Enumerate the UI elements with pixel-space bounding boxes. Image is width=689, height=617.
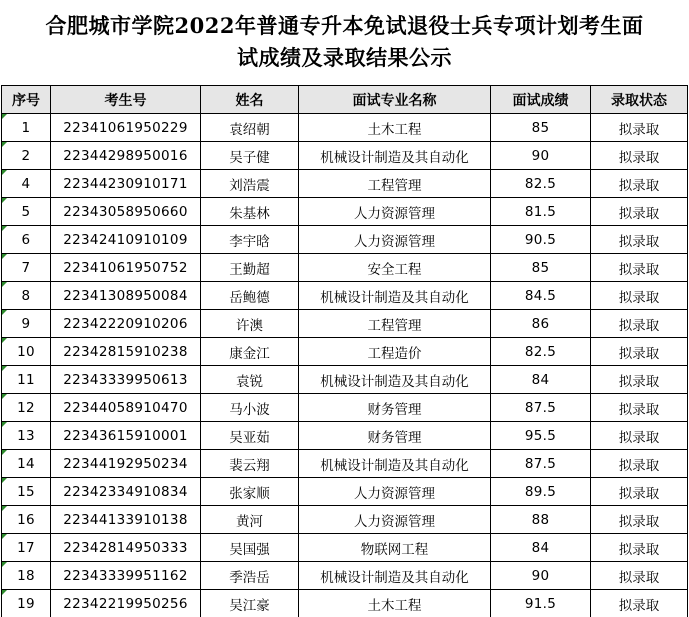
cell-status: 拟录取 — [591, 114, 688, 142]
cell-seq: 1 — [2, 114, 51, 142]
cell-candidate-id: 22343058950660 — [51, 198, 201, 226]
cell-score: 81.5 — [491, 198, 591, 226]
cell-name: 吴子健 — [201, 142, 299, 170]
cell-name: 刘浩震 — [201, 170, 299, 198]
header-name: 姓名 — [201, 86, 299, 114]
header-score: 面试成绩 — [491, 86, 591, 114]
cell-seq: 4 — [2, 170, 51, 198]
table-row — [2, 282, 688, 310]
header-seq: 序号 — [2, 86, 51, 114]
cell-name: 吴亚茹 — [201, 422, 299, 450]
table-row — [2, 450, 688, 478]
table-row — [2, 198, 688, 226]
cell-major: 工程管理 — [299, 310, 491, 338]
table-header-row — [2, 86, 688, 114]
header-major: 面试专业名称 — [299, 86, 491, 114]
cell-seq: 12 — [2, 394, 51, 422]
cell-candidate-id: 22342220910206 — [51, 310, 201, 338]
table-row — [2, 310, 688, 338]
title-line-2: 试成绩及录取结果公示 — [237, 44, 452, 70]
table-row — [2, 170, 688, 198]
cell-seq: 6 — [2, 226, 51, 254]
cell-major: 机械设计制造及其自动化 — [299, 142, 491, 170]
cell-status: 拟录取 — [591, 422, 688, 450]
cell-score: 89.5 — [491, 478, 591, 506]
cell-name: 许澳 — [201, 310, 299, 338]
table-row — [2, 226, 688, 254]
cell-seq: 19 — [2, 590, 51, 617]
cell-seq: 5 — [2, 198, 51, 226]
cell-name: 岳鲍德 — [201, 282, 299, 310]
cell-seq: 16 — [2, 506, 51, 534]
table-row — [2, 394, 688, 422]
cell-name: 黄河 — [201, 506, 299, 534]
cell-name: 李宇晗 — [201, 226, 299, 254]
cell-status: 拟录取 — [591, 534, 688, 562]
cell-seq: 2 — [2, 142, 51, 170]
cell-seq: 18 — [2, 562, 51, 590]
cell-seq: 14 — [2, 450, 51, 478]
cell-name: 袁绍朝 — [201, 114, 299, 142]
table-row — [2, 562, 688, 590]
cell-candidate-id: 22344230910171 — [51, 170, 201, 198]
cell-major: 人力资源管理 — [299, 506, 491, 534]
table-row — [2, 478, 688, 506]
cell-status: 拟录取 — [591, 226, 688, 254]
cell-seq: 8 — [2, 282, 51, 310]
results-table — [1, 85, 688, 617]
table-row — [2, 142, 688, 170]
cell-score: 84 — [491, 534, 591, 562]
cell-candidate-id: 22341061950229 — [51, 114, 201, 142]
table-row — [2, 114, 688, 142]
cell-seq: 7 — [2, 254, 51, 282]
cell-score: 86 — [491, 310, 591, 338]
cell-major: 物联网工程 — [299, 534, 491, 562]
cell-major: 工程造价 — [299, 338, 491, 366]
cell-name: 张家顺 — [201, 478, 299, 506]
cell-name: 马小波 — [201, 394, 299, 422]
cell-candidate-id: 22342219950256 — [51, 590, 201, 617]
table-row — [2, 590, 688, 617]
cell-seq: 9 — [2, 310, 51, 338]
cell-name: 季浩岳 — [201, 562, 299, 590]
cell-seq: 10 — [2, 338, 51, 366]
cell-candidate-id: 22343339950613 — [51, 366, 201, 394]
header-status: 录取状态 — [591, 86, 688, 114]
cell-status: 拟录取 — [591, 394, 688, 422]
cell-status: 拟录取 — [591, 198, 688, 226]
cell-score: 91.5 — [491, 590, 591, 617]
cell-status: 拟录取 — [591, 366, 688, 394]
table-body — [2, 114, 688, 617]
cell-score: 85 — [491, 254, 591, 282]
cell-name: 吴江豪 — [201, 590, 299, 617]
cell-status: 拟录取 — [591, 254, 688, 282]
cell-seq: 11 — [2, 366, 51, 394]
table-row — [2, 366, 688, 394]
cell-candidate-id: 22344192950234 — [51, 450, 201, 478]
cell-score: 95.5 — [491, 422, 591, 450]
cell-score: 90 — [491, 142, 591, 170]
cell-major: 财务管理 — [299, 422, 491, 450]
cell-seq: 15 — [2, 478, 51, 506]
cell-score: 82.5 — [491, 170, 591, 198]
cell-candidate-id: 22343339951162 — [51, 562, 201, 590]
cell-major: 机械设计制造及其自动化 — [299, 562, 491, 590]
cell-name: 吴国强 — [201, 534, 299, 562]
cell-score: 88 — [491, 506, 591, 534]
cell-name: 袁锐 — [201, 366, 299, 394]
cell-status: 拟录取 — [591, 338, 688, 366]
cell-major: 机械设计制造及其自动化 — [299, 450, 491, 478]
cell-major: 机械设计制造及其自动化 — [299, 282, 491, 310]
cell-major: 人力资源管理 — [299, 226, 491, 254]
cell-score: 87.5 — [491, 394, 591, 422]
cell-major: 安全工程 — [299, 254, 491, 282]
cell-name: 裴云翔 — [201, 450, 299, 478]
cell-major: 土木工程 — [299, 590, 491, 617]
cell-candidate-id: 22341061950752 — [51, 254, 201, 282]
cell-status: 拟录取 — [591, 506, 688, 534]
table-row — [2, 422, 688, 450]
cell-score: 90 — [491, 562, 591, 590]
cell-score: 90.5 — [491, 226, 591, 254]
cell-score: 87.5 — [491, 450, 591, 478]
cell-candidate-id: 22341308950084 — [51, 282, 201, 310]
cell-candidate-id: 22344058910470 — [51, 394, 201, 422]
cell-major: 工程管理 — [299, 170, 491, 198]
cell-seq: 13 — [2, 422, 51, 450]
cell-status: 拟录取 — [591, 562, 688, 590]
cell-status: 拟录取 — [591, 142, 688, 170]
cell-score: 84.5 — [491, 282, 591, 310]
cell-score: 84 — [491, 366, 591, 394]
cell-candidate-id: 22342334910834 — [51, 478, 201, 506]
table-row — [2, 506, 688, 534]
cell-score: 82.5 — [491, 338, 591, 366]
table-row — [2, 338, 688, 366]
cell-name: 王勤超 — [201, 254, 299, 282]
cell-major: 财务管理 — [299, 394, 491, 422]
table-row — [2, 534, 688, 562]
cell-candidate-id: 22344133910138 — [51, 506, 201, 534]
cell-candidate-id: 22343615910001 — [51, 422, 201, 450]
cell-status: 拟录取 — [591, 450, 688, 478]
page-title — [0, 0, 689, 83]
cell-candidate-id: 22342410910109 — [51, 226, 201, 254]
cell-name: 康金江 — [201, 338, 299, 366]
cell-score: 85 — [491, 114, 591, 142]
cell-status: 拟录取 — [591, 478, 688, 506]
cell-status: 拟录取 — [591, 170, 688, 198]
cell-candidate-id: 22344298950016 — [51, 142, 201, 170]
cell-candidate-id: 22342815910238 — [51, 338, 201, 366]
cell-status: 拟录取 — [591, 310, 688, 338]
cell-seq: 17 — [2, 534, 51, 562]
cell-major: 土木工程 — [299, 114, 491, 142]
cell-major: 人力资源管理 — [299, 478, 491, 506]
cell-status: 拟录取 — [591, 590, 688, 617]
cell-major: 人力资源管理 — [299, 198, 491, 226]
header-candidate-id: 考生号 — [51, 86, 201, 114]
cell-candidate-id: 22342814950333 — [51, 534, 201, 562]
table-row — [2, 254, 688, 282]
cell-name: 朱基林 — [201, 198, 299, 226]
cell-major: 机械设计制造及其自动化 — [299, 366, 491, 394]
title-line-1: 合肥城市学院2022年普通专升本免试退役士兵专项计划考生面 — [45, 12, 644, 38]
cell-status: 拟录取 — [591, 282, 688, 310]
